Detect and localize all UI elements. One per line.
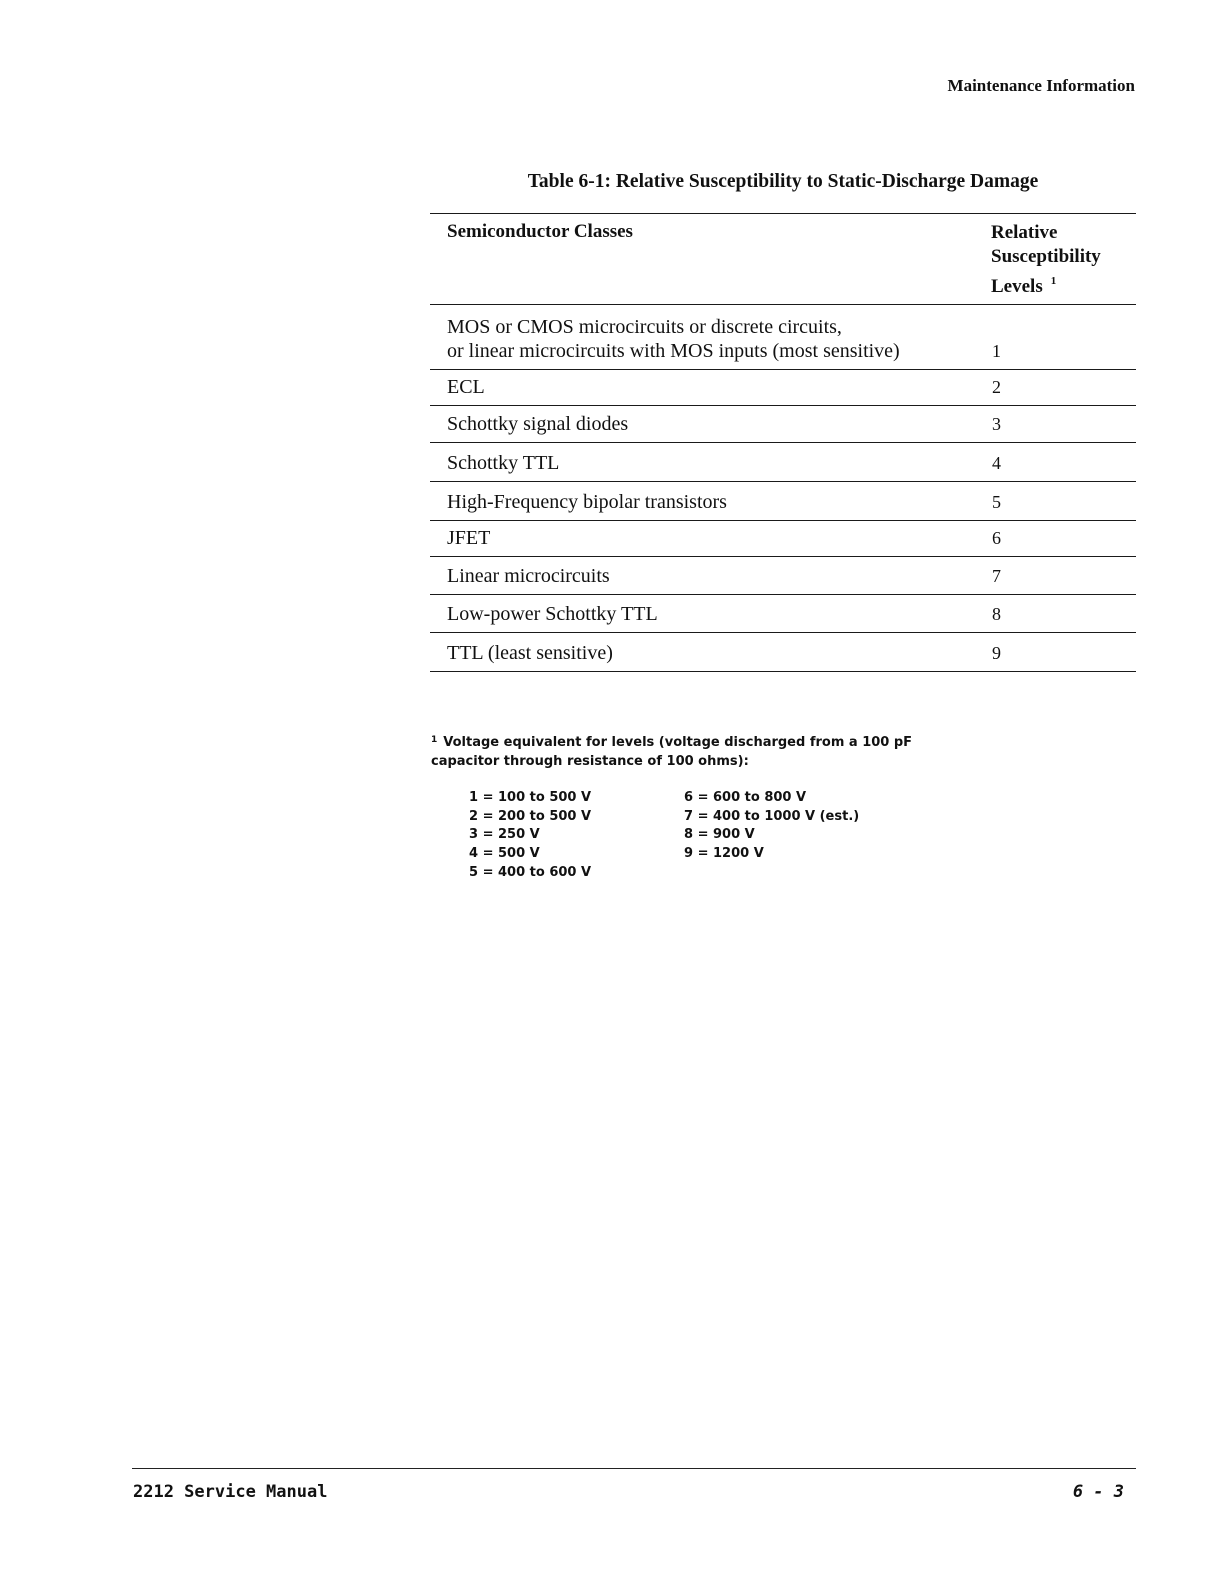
- column-header-level-line: Susceptibility: [991, 246, 1101, 267]
- footnote-line: capacitor through resistance of 100 ohms):: [431, 754, 749, 769]
- voltage-levels-right: [684, 789, 859, 864]
- page-number: 6 - 3: [1072, 1482, 1124, 1502]
- semiconductor-class: [447, 315, 900, 363]
- susceptibility-level: 1: [992, 341, 1001, 361]
- semiconductor-class-line: High-Frequency bipolar transistors: [447, 491, 727, 513]
- semiconductor-class: [447, 564, 610, 588]
- susceptibility-level: 3: [992, 414, 1001, 434]
- semiconductor-class-line: Schottky signal diodes: [447, 413, 629, 435]
- voltage-level-item: 8 = 900 V: [684, 827, 755, 843]
- footnote: [431, 731, 931, 771]
- semiconductor-class-line: ECL: [447, 376, 485, 398]
- table-row: [430, 370, 1136, 405]
- voltage-level-item: 3 = 250 V: [469, 827, 540, 843]
- footnote-mark: 1: [431, 735, 438, 745]
- table-row: [430, 482, 1136, 520]
- semiconductor-class: [447, 490, 727, 514]
- semiconductor-class-line: Low-power Schottky TTL: [447, 603, 658, 625]
- table-row: [430, 557, 1136, 594]
- voltage-levels-left: [469, 789, 591, 883]
- table-header-row: [430, 214, 1136, 304]
- susceptibility-level: 4: [992, 453, 1001, 473]
- semiconductor-class: [447, 412, 628, 436]
- voltage-level-item: 2 = 200 to 500 V: [469, 808, 592, 824]
- susceptibility-table: [430, 213, 1136, 672]
- semiconductor-class-line: or linear microcircuits with MOS inputs (most sensitive): [447, 340, 900, 362]
- susceptibility-level: 5: [992, 492, 1001, 512]
- voltage-level-item: 4 = 500 V: [469, 846, 540, 862]
- semiconductor-class-line: Schottky TTL: [447, 452, 560, 474]
- voltage-level-item: 5 = 400 to 600 V: [469, 864, 592, 880]
- column-header-level-word: Levels: [991, 276, 1043, 297]
- voltage-level-item: 7 = 400 to 1000 V (est.): [684, 808, 860, 824]
- semiconductor-class-line: TTL (least sensitive): [447, 642, 613, 664]
- susceptibility-level: 6: [992, 528, 1001, 548]
- column-header-class: Semiconductor Classes: [447, 221, 633, 242]
- running-header: Maintenance Information: [947, 76, 1135, 95]
- semiconductor-class: [447, 641, 613, 665]
- semiconductor-class-line: JFET: [447, 527, 491, 549]
- footnote-text: Voltage equivalent for levels (voltage discharged from a 100 pF: [443, 735, 913, 750]
- susceptibility-level: 9: [992, 643, 1001, 663]
- voltage-level-item: 6 = 600 to 800 V: [684, 790, 807, 805]
- table-body: [430, 305, 1136, 672]
- table-title: Table 6-1: Relative Susceptibility to Static-Discharge Damage: [527, 171, 1039, 192]
- footer-rule: [132, 1468, 1136, 1469]
- column-header-level: [991, 221, 1101, 299]
- susceptibility-level: 7: [992, 566, 1001, 586]
- table-row: [430, 595, 1136, 632]
- semiconductor-class-line: MOS or CMOS microcircuits or discrete circuits,: [447, 316, 842, 338]
- footnote-reference: 1: [1050, 275, 1057, 287]
- voltage-level-item: 1 = 100 to 500 V: [469, 790, 592, 805]
- table-row: [430, 406, 1136, 442]
- table-row: [430, 305, 1136, 369]
- semiconductor-class: [447, 602, 658, 626]
- footnote-line: [431, 731, 931, 752]
- voltage-level-item: 9 = 1200 V: [684, 846, 764, 862]
- manual-title: 2212 Service Manual: [133, 1482, 328, 1502]
- semiconductor-class: [447, 451, 559, 475]
- semiconductor-class-line: Linear microcircuits: [447, 565, 610, 587]
- susceptibility-level: 2: [992, 377, 1001, 397]
- column-header-level-line: [991, 269, 1101, 299]
- row-rule: [430, 671, 1136, 672]
- table-row: [430, 633, 1136, 671]
- susceptibility-level: 8: [992, 604, 1001, 624]
- semiconductor-class: [447, 526, 490, 550]
- table-row: [430, 521, 1136, 556]
- table-row: [430, 443, 1136, 481]
- semiconductor-class: [447, 375, 485, 399]
- column-header-level-line: Relative: [991, 222, 1058, 243]
